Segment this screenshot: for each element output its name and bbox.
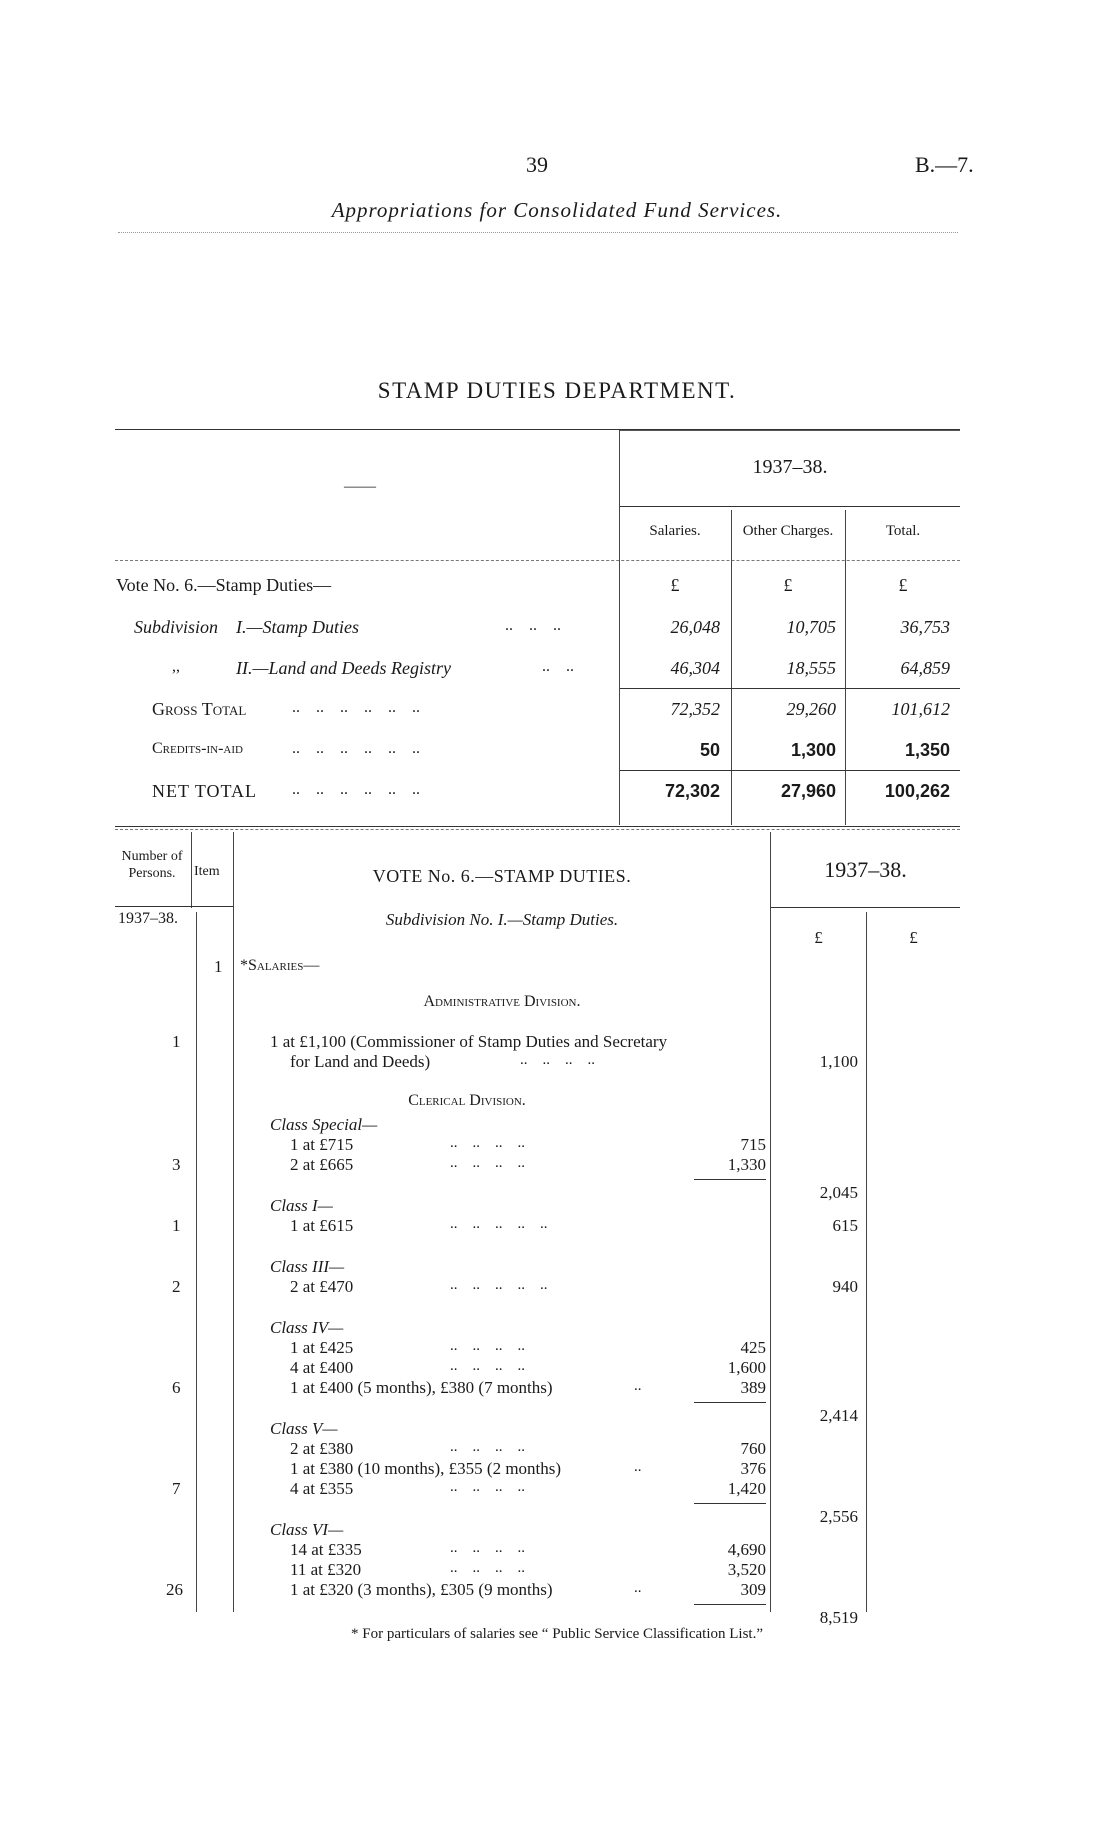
class-line-text: 2 at £380 [290,1439,354,1458]
class-line-text: 14 at £335 [290,1540,362,1559]
class-line-dots: .. .. .. .. .. [450,1277,548,1293]
class-subtotal: 615 [832,1216,858,1235]
class-persons: 6 [172,1378,181,1397]
class-subtotal: 2,045 [819,1183,858,1202]
class-line-amount: 760 [740,1439,766,1458]
class-line-amount: 1,330 [727,1155,766,1174]
subtotal-rule [694,1503,766,1504]
admin-amount: 1,100 [819,1052,858,1071]
class-subtotal: 2,556 [819,1507,858,1526]
document-reference: B.—7. [915,152,974,177]
class-name: Class Special— [270,1115,378,1134]
class-line-dots: .. .. .. .. [450,1155,525,1171]
salaries-label: *Salaries— [240,957,320,974]
admin-persons: 1 [172,1032,181,1051]
class-line-text: 2 at £665 [290,1155,354,1174]
class-line-dots: .. [634,1378,642,1394]
class-line-text: 4 at £355 [290,1479,354,1498]
class-subtotal: 8,519 [819,1608,858,1627]
class-line-dots: .. .. .. .. [450,1540,525,1556]
currency-total: £ [898,575,908,595]
class-line-amount: 389 [740,1378,766,1397]
admin-line-2: for Land and Deeds) [290,1052,431,1071]
header-rule [118,232,958,233]
class-name: Class III— [270,1257,345,1276]
class-line-dots: .. .. .. .. [450,1439,525,1455]
department-title: STAMP DUTIES DEPARTMENT. [377,378,737,403]
class-line-amount: 715 [740,1135,766,1154]
col-item-header: Item [194,864,220,879]
persons-year: 1937–38. [118,910,178,927]
class-persons: 2 [172,1277,181,1296]
col-persons-header: Number of Persons. [121,849,183,881]
admin-division: Administrative Division. [423,993,581,1010]
class-line-text: 1 at £715 [290,1135,354,1154]
class-line-dots: .. .. .. .. [450,1560,525,1576]
class-line-dots: .. .. .. .. [450,1358,525,1374]
class-persons: 26 [166,1580,183,1599]
class-line-amount: 1,420 [727,1479,766,1498]
class-line-dots: .. [634,1459,642,1475]
class-persons: 1 [172,1216,181,1235]
class-persons: 3 [172,1155,181,1174]
page-subtitle: Appropriations for Consolidated Fund Services. [331,198,783,222]
col-salaries: Salaries. [649,523,701,539]
detail-currency-b: £ [909,928,918,947]
currency-other: £ [783,575,793,595]
subtotal-rule [694,1402,766,1403]
class-line-text: 1 at £425 [290,1338,354,1357]
class-persons: 7 [172,1479,181,1498]
class-name: Class VI— [270,1520,344,1539]
class-name: Class V— [270,1419,338,1438]
col-other-charges: Other Charges. [742,523,834,539]
admin-dots: .. .. .. .. [520,1052,595,1068]
subtotal-rule [694,1604,766,1605]
class-line-text: 2 at £470 [290,1277,354,1296]
class-line-dots: .. .. .. .. .. [450,1216,548,1232]
class-line-amount: 4,690 [727,1540,766,1559]
class-subtotal: 2,414 [819,1406,858,1425]
vote-title: VOTE No. 6.—STAMP DUTIES. [372,866,632,886]
class-line-amount: 376 [740,1459,766,1478]
clerical-division: Clerical Division. [408,1092,526,1109]
class-line-text: 11 at £320 [290,1560,362,1579]
vote-label: Vote No. 6.—Stamp Duties— [116,575,332,595]
class-line-amount: 3,520 [727,1560,766,1579]
currency-salaries: £ [670,575,680,595]
class-line-amount: 1,600 [727,1358,766,1377]
col-total: Total. [885,523,921,539]
detail-currency-a: £ [814,928,823,947]
subdivision-title: Subdivision No. I.—Stamp Duties. [385,910,619,929]
class-line-amount: 309 [740,1580,766,1599]
class-line-amount: 425 [740,1338,766,1357]
footnote: * For particulars of salaries see “ Public Service Classification List.” [351,1626,763,1642]
page-number: 39 [526,152,548,177]
subtotal-rule [694,1179,766,1180]
detail-year: 1937–38. [824,857,907,882]
class-line-dots: .. .. .. .. [450,1479,525,1495]
class-line-text: 1 at £380 (10 months), £355 (2 months) [290,1459,562,1478]
class-line-text: 1 at £320 (3 months), £305 (9 months) [290,1580,553,1599]
class-line-text: 1 at £400 (5 months), £380 (7 months) [290,1378,553,1397]
item-number: 1 [214,957,223,976]
class-line-dots: .. .. .. .. [450,1338,525,1354]
summary-dash: —— [344,478,376,495]
class-name: Class I— [270,1196,333,1215]
class-line-text: 4 at £400 [290,1358,354,1377]
class-line-text: 1 at £615 [290,1216,354,1235]
class-subtotal: 940 [832,1277,858,1296]
class-line-dots: .. .. .. .. [450,1135,525,1151]
summary-year: 1937–38. [752,456,828,478]
class-name: Class IV— [270,1318,344,1337]
class-line-dots: .. [634,1580,642,1596]
admin-line-1: 1 at £1,100 (Commissioner of Stamp Duties and Secretary [270,1032,668,1051]
